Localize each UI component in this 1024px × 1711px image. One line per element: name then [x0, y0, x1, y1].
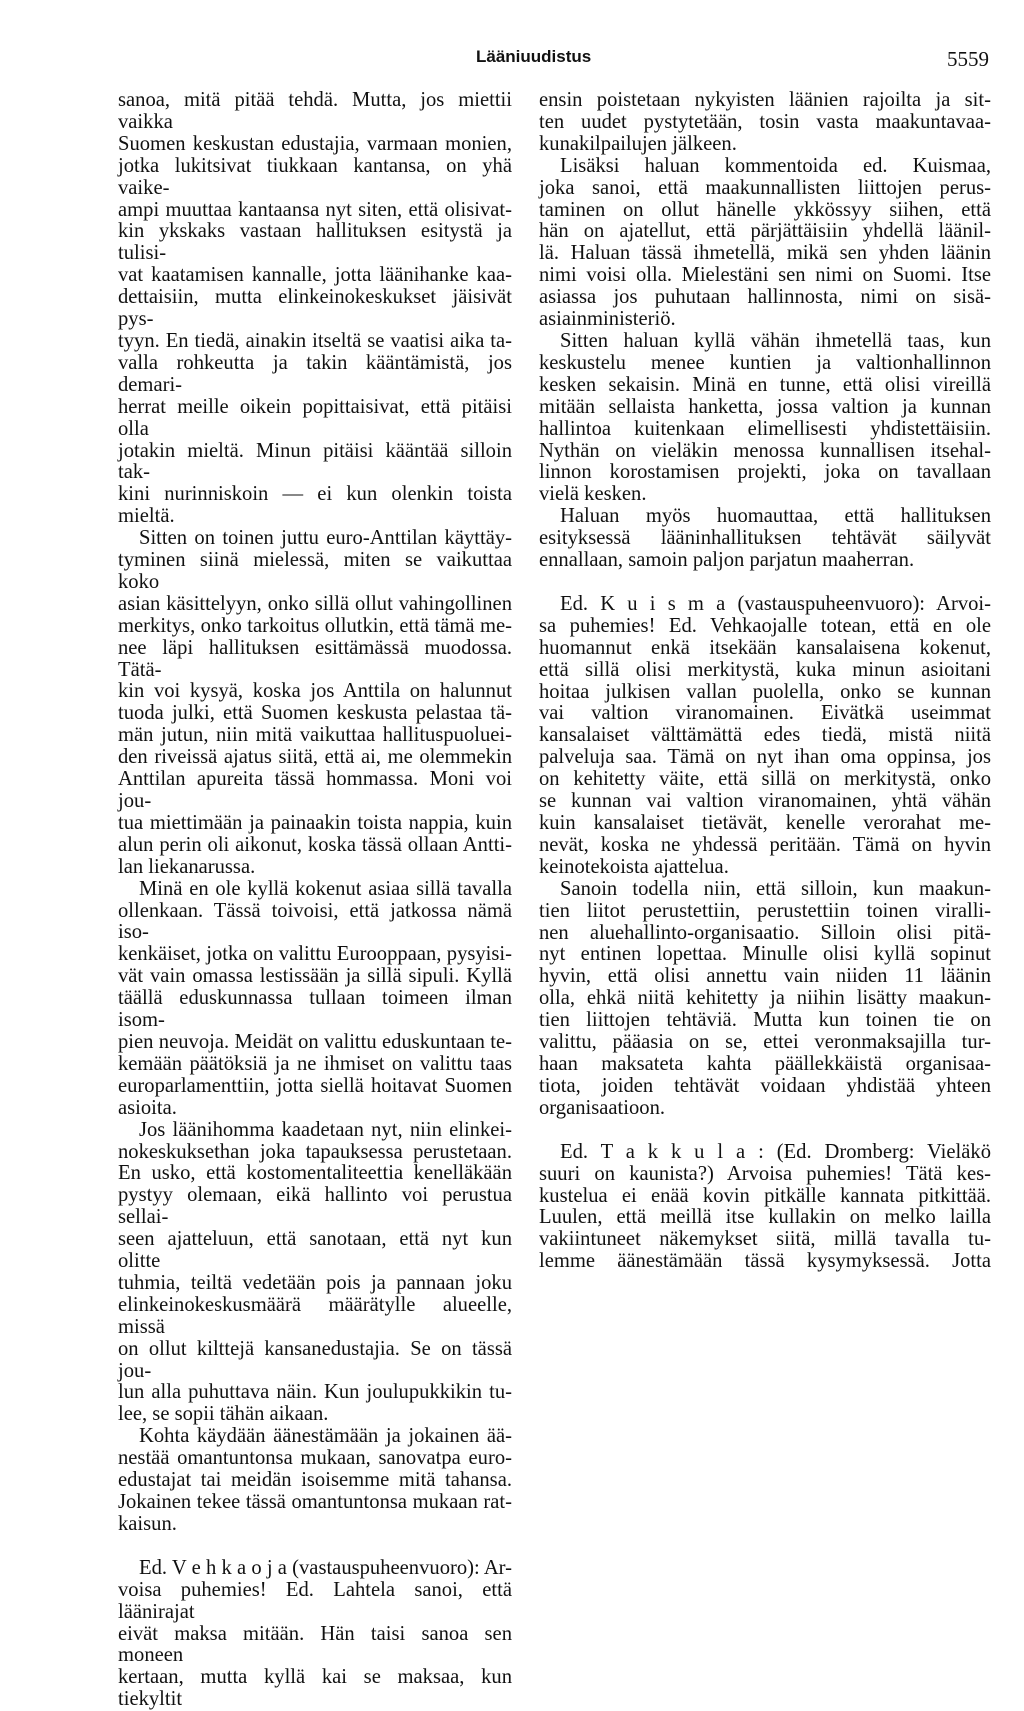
- text-line: Sitten on toinen juttu euro-Anttilan käyttäy-: [139, 527, 512, 550]
- text-line: tyyn. En tiedä, ainakin itseltä se vaatisi aika ta-: [118, 329, 512, 352]
- text-line: jotka lukitsivat tiukkaan kantansa, on yhä vaike-: [118, 154, 512, 199]
- text-line: organisaatioon.: [539, 1096, 666, 1119]
- text-line: dettaisiin, mutta elinkeinokeskukset jäisivät pys-: [118, 286, 512, 331]
- text-line: lan liekanarussa.: [118, 855, 256, 878]
- text-line: on ollut kilttejä kansanedustajia. Se on tässä jou-: [118, 1337, 512, 1382]
- text-line: kin ykskaks vastaan hallituksen esitystä ja tulisi-: [118, 220, 512, 265]
- text-line: nen aluehallinto-organisaatio. Silloin olisi pitä-: [539, 921, 991, 944]
- text-line: joka sanoi, että maakunnallisten liittojen perus-: [539, 176, 991, 199]
- text-line: seen ajatteluun, että sanotaan, että nyt kun olitte: [118, 1228, 512, 1273]
- text-line: kenkäiset, jotka on valittu Eurooppaan, pysyisi-: [118, 943, 512, 966]
- text-line: hän on ajatellut, että pärjättäisiin yhdellä läänil-: [539, 220, 991, 243]
- text-line: den riveissä ajatus siitä, että ai, me olemmekin: [118, 746, 512, 769]
- text-line: kesken sekaisin. Minä en tunne, että olisi vireillä: [539, 373, 991, 396]
- right-column: [539, 90, 991, 1273]
- paragraph-gap: [539, 572, 991, 594]
- text-line: olla, ehkä niitä kehitetty ja niihin lisätty maakun-: [539, 987, 991, 1010]
- text-line: lemme äänestämään tässä kysymyksessä. Jotta: [539, 1250, 991, 1273]
- text-line: tuhmia, teiltä vedetään pois ja pannaan joku: [118, 1271, 512, 1294]
- text-line: nokeskuksethan joka tapauksessa perustetaan.: [118, 1140, 512, 1163]
- text-line: kunakilpailujen jälkeen.: [539, 132, 737, 155]
- text-line: Kohta käydään äänestämään ja jokainen ää-: [139, 1425, 512, 1448]
- text-line: eivät maksa mitään. Hän taisi sanoa sen moneen: [118, 1622, 512, 1667]
- text-line: nimi voisi olla. Mielestäni sen nimi on Suomi. Itse: [539, 264, 991, 287]
- text-line: vakiintuneet näkemykset siitä, millä tavalla tu-: [539, 1228, 991, 1251]
- text-line: valittu, pääasia on se, ettei veronmaksajilla tur-: [539, 1031, 991, 1054]
- text-line: kustelua ei enää kovin pitkälle kannata pitkittää.: [539, 1184, 991, 1207]
- text-line: vai valtion viranomainen. Eivätkä useimmat: [539, 702, 991, 725]
- text-line: tyminen siinä mielessä, miten se vaikuttaa koko: [118, 549, 512, 593]
- text-line: kuin kansalaiset tietävät, kenelle verorahat me-: [539, 812, 991, 834]
- text-line: asioita.: [118, 1096, 177, 1119]
- text-line: nevät, koska ne yhdessä peritään. Tämä on hyvin: [539, 833, 991, 856]
- text-line: Ed. K u i s m a (vastauspuheenvuoro): Arvoi-: [560, 592, 991, 615]
- text-line: tien liitot perustettiin, perustettiin toinen viralli-: [539, 899, 991, 922]
- text-line: Nythän on vieläkin menossa kunnallisen itsehal-: [539, 439, 991, 462]
- text-line: herrat meille oikein popittaisivat, että pitäisi olla: [118, 395, 512, 440]
- text-line: lee, se sopii tähän aikaan.: [118, 1403, 329, 1426]
- text-line: vat kaatamisen kannalle, jotta läänihanke kaa-: [118, 264, 512, 287]
- text-line: valla rohkeutta ja takin kääntämistä, jos demari-: [118, 351, 512, 396]
- text-line: kemään päätöksiä ja ne ihmiset on valittu taas: [118, 1052, 512, 1075]
- left-column: [118, 90, 512, 1711]
- text-line: tiota, joiden tehtävät voidaan yhdistää yhteen: [539, 1074, 991, 1097]
- text-line: hallintoa kuitenkaan elimellisesti yhdistettäisiin.: [539, 417, 991, 440]
- text-line: asian käsittelyyn, onko sillä ollut vahingollinen: [118, 592, 512, 615]
- text-line: tua miettimään ja painaakin toista nappia, kuin: [118, 811, 512, 834]
- text-line: nyt entinen lopettaa. Minulle olisi kyllä sopinut: [539, 943, 991, 966]
- text-line: keinotekoista ajattelua.: [539, 855, 729, 878]
- text-line: kin voi kysyä, koska jos Anttila on halunnut: [118, 680, 512, 703]
- text-line: vielä kesken.: [539, 483, 647, 506]
- text-line: europarlamenttiin, jotta siellä hoitavat Suomen: [118, 1074, 512, 1097]
- text-line: lä. Haluan tässä ihmetellä, mikä sen yhden läänin: [539, 242, 991, 265]
- text-line: nee läpi hallituksen esittämässä muodossa. Tätä-: [118, 636, 512, 681]
- text-line: tuoda julki, että Suomen keskusta pelastaa tä-: [118, 702, 512, 725]
- text-line: linnon korostamisen projekti, joka on tavallaan: [539, 461, 991, 484]
- text-line: mitään sellaista hanketta, jossa valtion ja kunnan: [539, 395, 991, 418]
- text-line: Ed. V e h k a o j a (vastauspuheenvuoro): Ar-: [139, 1556, 512, 1579]
- text-line: että sillä olisi merkitystä, kuka minun asioitani: [539, 658, 991, 681]
- text-line: kertaan, mutta kyllä kai se maksaa, kun tiekyltit: [118, 1666, 512, 1711]
- text-line: pien neuvoja. Meidät on valittu eduskuntaan te-: [118, 1030, 512, 1053]
- text-line: kaisun.: [118, 1512, 177, 1535]
- text-line: voisa puhemies! Ed. Lahtela sanoi, että läänirajat: [118, 1578, 512, 1623]
- text-line: män jutun, niin mitä vaikuttaa hallituspuoluei-: [118, 724, 512, 747]
- text-line: esityksessä lääninhallituksen tehtävät säilyvät: [539, 527, 991, 550]
- page-number: 5559: [947, 47, 989, 71]
- text-line: kini nurinniskoin — ei kun olenkin toista mieltä.: [118, 483, 512, 528]
- text-line: Lisäksi haluan kommentoida ed. Kuismaa,: [560, 154, 991, 177]
- text-line: ollenkaan. Tässä toivoisi, että jatkossa nämä iso-: [118, 899, 512, 944]
- text-line: ennallaan, samoin paljon parjatun maaherran.: [539, 549, 915, 572]
- text-line: Sitten haluan kyllä vähän ihmetellä taas, kun: [560, 329, 991, 352]
- text-line: Suomen keskustan edustajia, varmaan monien,: [118, 132, 512, 155]
- text-line: ensin poistetaan nykyisten läänien rajoilta ja sit-: [539, 89, 991, 111]
- text-line: on kehitetty väite, että sillä on merkitystä, onko: [539, 768, 991, 791]
- text-line: hoitaa julkisen vallan puolella, onko se kunnan: [539, 680, 991, 703]
- text-line: asiassa jos puhutaan hallinnosta, nimi on sisä-: [539, 286, 991, 309]
- text-line: hyvin, että olisi annettu vain niiden 11 läänin: [539, 965, 991, 988]
- page-header: [0, 47, 1024, 77]
- text-line: ten uudet pystytetään, tosin vasta maakuntavaa-: [539, 110, 991, 133]
- text-line: täällä eduskunnassa tullaan toimeen ilman isom-: [118, 987, 512, 1032]
- text-line: vät vain omassa lestissään ja sillä sipuli. Kyllä: [118, 965, 512, 988]
- text-line: nestää omantuntonsa mukaan, sanovatpa euro-: [118, 1447, 512, 1470]
- text-line: Sanoin todella niin, että silloin, kun maakun-: [560, 877, 991, 900]
- text-line: edustajat tai meidän isoisemme mitä tahansa.: [118, 1469, 512, 1492]
- text-line: lun alla puhuttava näin. Kun joulupukkikin tu-: [118, 1381, 512, 1404]
- text-line: suuri on kaunista?) Arvoisa puhemies! Tätä kes-: [539, 1162, 991, 1185]
- text-line: Haluan myös huomauttaa, että hallituksen: [560, 505, 991, 528]
- text-line: kansalaiset välttämättä edes tiedä, mistä niitä: [539, 724, 991, 747]
- text-line: sa puhemies! Ed. Vehkaojalle totean, että en ole: [539, 614, 991, 637]
- text-line: merkitys, onko tarkoitus ollutkin, että tämä me-: [118, 614, 512, 637]
- text-line: haan maksateta kahta päällekkäistä organisaa-: [539, 1052, 991, 1075]
- text-line: Ed. T a k k u l a : (Ed. Dromberg: Vieläkö: [560, 1140, 991, 1163]
- text-line: asiainministeriö.: [539, 308, 676, 331]
- text-line: jotakin mieltä. Minun pitäisi kääntää silloin tak-: [118, 439, 512, 484]
- text-line: pystyy olemaan, eikä hallinto voi perustua sellai-: [118, 1184, 512, 1229]
- text-line: taminen on ollut hänelle ykkössyy siihen, että: [539, 198, 991, 221]
- text-line: alun perin oli aikonut, koska tässä ollaan Antti-: [118, 833, 512, 856]
- text-line: keskustelu menee kuntien ja valtionhallinnon: [539, 351, 991, 374]
- running-title: Lääniuudistus: [476, 47, 592, 66]
- paragraph-gap: [539, 1120, 991, 1142]
- text-line: se kunnan vai valtion viranomainen, yhtä vähän: [539, 790, 991, 813]
- text-line: Jos läänihomma kaadetaan nyt, niin elinkei-: [139, 1118, 512, 1141]
- text-line: Minä en ole kyllä kokenut asiaa sillä tavalla: [139, 877, 512, 900]
- text-line: Jokainen tekee tässä omantuntonsa mukaan rat-: [118, 1491, 512, 1513]
- text-line: sanoa, mitä pitää tehdä. Mutta, jos miettii vaikka: [118, 89, 512, 133]
- text-line: tien liittojen tehtäviä. Mutta kun toinen tie on: [539, 1009, 991, 1032]
- text-line: elinkeinokeskusmäärä määrätylle alueelle, missä: [118, 1293, 512, 1338]
- text-line: Luulen, että meillä itse kullakin on melko lailla: [539, 1206, 991, 1229]
- paragraph-gap: [118, 1536, 512, 1558]
- text-line: palveluja saa. Tämä on nyt ihan oma oppinsa, jos: [539, 746, 991, 769]
- text-line: ampi muuttaa kantaansa nyt siten, että olisivat-: [118, 198, 512, 221]
- text-line: huomannut enkä itsekään kansalaisena kokenut,: [539, 636, 991, 659]
- text-line: En usko, että kostomentaliteettia kenelläkään: [118, 1162, 512, 1185]
- text-line: Anttilan apureita tässä hommassa. Moni voi jou-: [118, 768, 512, 812]
